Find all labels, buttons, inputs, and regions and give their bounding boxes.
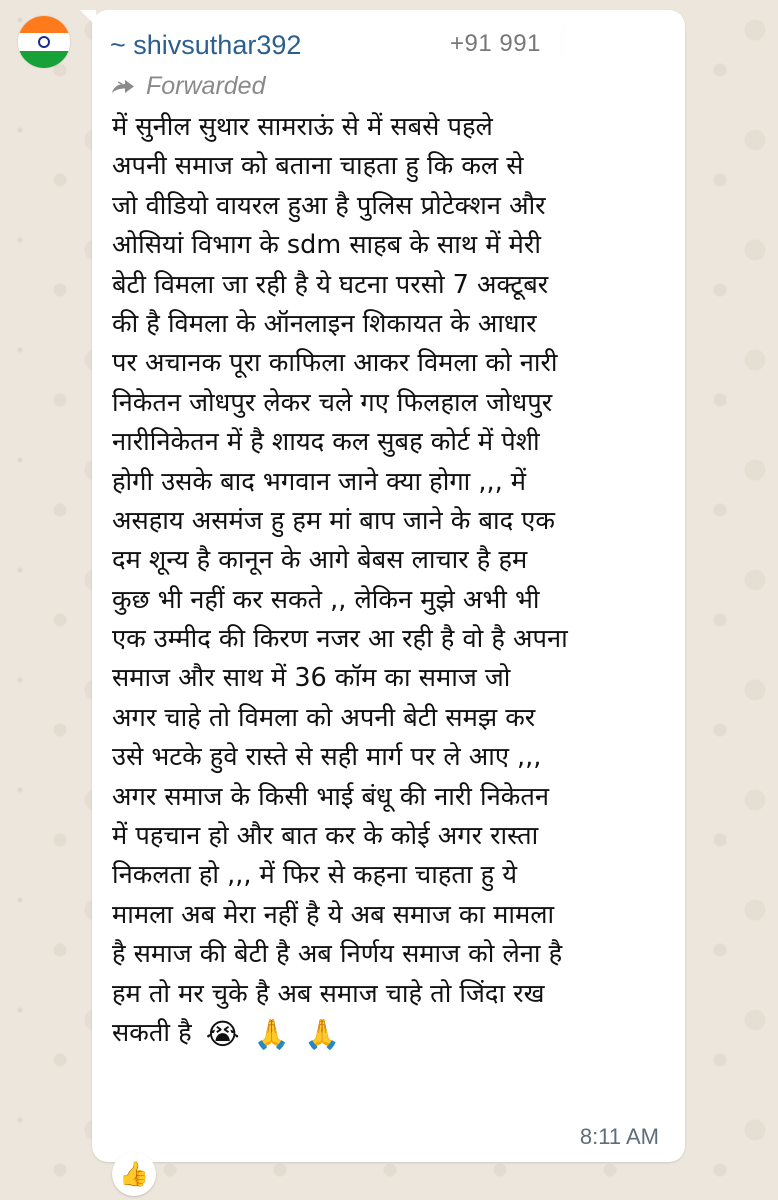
message-line: दम शून्य है कानून के आगे बेबस लाचार है हम — [112, 545, 528, 576]
message-line: असहाय असमंज हु हम मां बाप जाने के बाद एक — [112, 505, 555, 536]
message-line: बेटी विमला जा रही है ये घटना परसो 7 अक्टूबर — [112, 269, 549, 300]
message-bubble[interactable] — [92, 10, 685, 1162]
forwarded-text: Forwarded — [146, 72, 266, 100]
message-line: पर अचानक पूरा काफिला आकर विमला को नारी — [112, 348, 558, 379]
message-line: अगर समाज के किसी भाई बंधू की नारी निकेतन — [112, 781, 550, 812]
flag-saffron-band — [18, 16, 70, 33]
message-line: जो वीडियो वायरल हुआ है पुलिस प्रोटेक्शन और — [112, 190, 546, 221]
folded-hands-emoji-icon: 🙏 — [303, 1016, 341, 1051]
message-text — [112, 108, 672, 1053]
message-line: हम तो मर चुके है अब समाज चाहे तो जिंदा रख — [112, 978, 545, 1009]
message-timestamp: 8:11 AM — [579, 1124, 659, 1149]
message-line: उसे भटके हुवे रास्ते से सही मार्ग पर ले आए ,,, — [112, 742, 542, 773]
phone-blur-overlay — [542, 26, 662, 60]
sender-avatar[interactable] — [18, 16, 70, 68]
sender-phone: +91 991 — [450, 30, 541, 57]
folded-hands-emoji-icon: 🙏 — [253, 1016, 290, 1051]
ashoka-chakra-icon — [38, 36, 50, 48]
message-line: की है विमला के ऑनलाइन शिकायत के आधार — [112, 308, 537, 339]
message-line: में सुनील सुथार सामराऊं से में सबसे पहले — [112, 112, 493, 142]
thumbs-up-reaction-icon[interactable]: 👍 — [112, 1152, 156, 1196]
forwarded-label — [110, 72, 266, 101]
flag-white-band — [18, 33, 70, 50]
message-line: ओसियां विभाग के sdm साहब के साथ में मेरी — [112, 230, 541, 261]
forward-arrow-icon — [110, 78, 136, 96]
message-line: समाज और साथ में 36 कॉम का समाज जो — [112, 663, 511, 694]
message-line: निकेतन जोधपुर लेकर चले गए फिलहाल जोधपुर — [112, 387, 553, 418]
sender-name[interactable]: ~ shivsuthar392 — [110, 30, 302, 60]
flag-green-band — [18, 51, 70, 68]
message-line: कुछ भी नहीं कर सकते ,, लेकिन मुझे अभी भी — [112, 584, 540, 615]
message-last-line — [112, 1014, 672, 1053]
message-line: निकलता हो ,,, में फिर से कहना चाहता हु ये — [112, 860, 518, 891]
message-line: मामला अब मेरा नहीं है ये अब समाज का मामला — [112, 899, 555, 930]
message-line: अपनी समाज को बताना चाहता हु कि कल से — [112, 151, 524, 182]
message-line: अगर चाहे तो विमला को अपनी बेटी समझ कर — [112, 702, 536, 733]
message-line: होगी उसके बाद भगवान जाने क्या होगा ,,, में — [112, 466, 527, 497]
message-line: एक उम्मीद की किरण नजर आ रही है वो है अपना — [112, 624, 568, 655]
crying-face-emoji-icon: 😭 — [205, 1016, 240, 1051]
message-line: है समाज की बेटी है अब निर्णय समाज को लेना है — [112, 939, 563, 970]
message-line: में पहचान हो और बात कर के कोई अगर रास्ता — [112, 821, 539, 852]
message-last-line-text: सकती है — [112, 1017, 192, 1048]
message-line: नारीनिकेतन में है शायद कल सुबह कोर्ट में पेशी — [112, 427, 540, 458]
